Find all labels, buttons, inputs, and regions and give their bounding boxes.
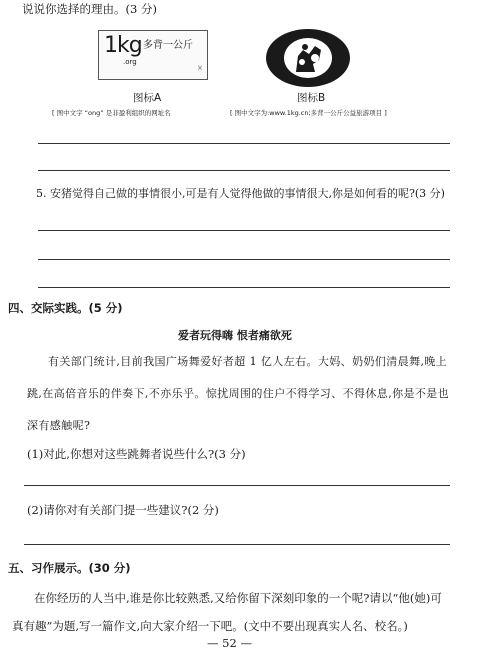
logo-a-org: .org: [123, 58, 137, 66]
answer-line: [38, 170, 450, 171]
answer-line: [38, 259, 450, 260]
answer-line: [38, 287, 450, 288]
article-paragraph-line-2: 跳,在高倍音乐的伴奏下,不亦乐乎。惊扰周围的住户不得学习、不得休息,你是不是也: [27, 387, 450, 400]
page-number: — 52 —: [207, 636, 252, 650]
question-4-1: (1)对此,你想对这些跳舞者说些什么?(3 分): [27, 447, 246, 461]
answer-line: [24, 485, 450, 486]
logo-a-mark: 1kg: [104, 33, 142, 58]
article-paragraph-line-3: 深有感触呢?: [27, 419, 91, 432]
writing-prompt-line-2: 真有趣”为题,写一篇作文,向大家介绍一下吧。(文中不要出现真实人名、校名。): [12, 619, 408, 633]
figure-a-caption: [ 图中文字 “ong” 是非盈利组织的网址名: [52, 109, 171, 117]
figure-a-label: 图标A: [133, 92, 162, 104]
section-4-heading: 四、交际实践。(5 分): [8, 301, 123, 315]
logo-b-image: [265, 28, 351, 88]
article-title: 爱者玩得嗨 恨者痛欲死: [178, 329, 292, 342]
logo-a-image: [98, 30, 208, 80]
logo-a-text: 多背一公斤: [143, 40, 193, 51]
question-5: 5. 安猪觉得自己做的事情很小,可是有人觉得他做的事情很大,你是如何看的呢?(3 分): [36, 187, 445, 200]
article-paragraph-line-1: 有关部门统计,目前我国广场舞爱好者超 1 亿人左右。大妈、奶奶们清晨舞,晚上: [48, 355, 448, 368]
figure-b-label: 图标B: [297, 92, 326, 104]
question-4-2: (2)请你对有关部门提一些建议?(2 分): [27, 503, 219, 517]
figure-b-caption: [ 图中文字为:www.1kg.cn;多背一公斤公益旅游项目 ]: [230, 109, 387, 117]
writing-prompt-line-1: 在你经历的人当中,谁是你比较熟悉,又给你留下深刻印象的一个呢?请以“他(她)可: [34, 591, 442, 605]
answer-line: [38, 143, 450, 144]
answer-line: [24, 544, 450, 545]
top-prompt: 说说你选择的理由。(3 分): [22, 2, 157, 16]
answer-line: [38, 230, 450, 231]
section-5-heading: 五、习作展示。(30 分): [8, 561, 131, 575]
logo-a-mark-x: ×: [197, 64, 203, 72]
